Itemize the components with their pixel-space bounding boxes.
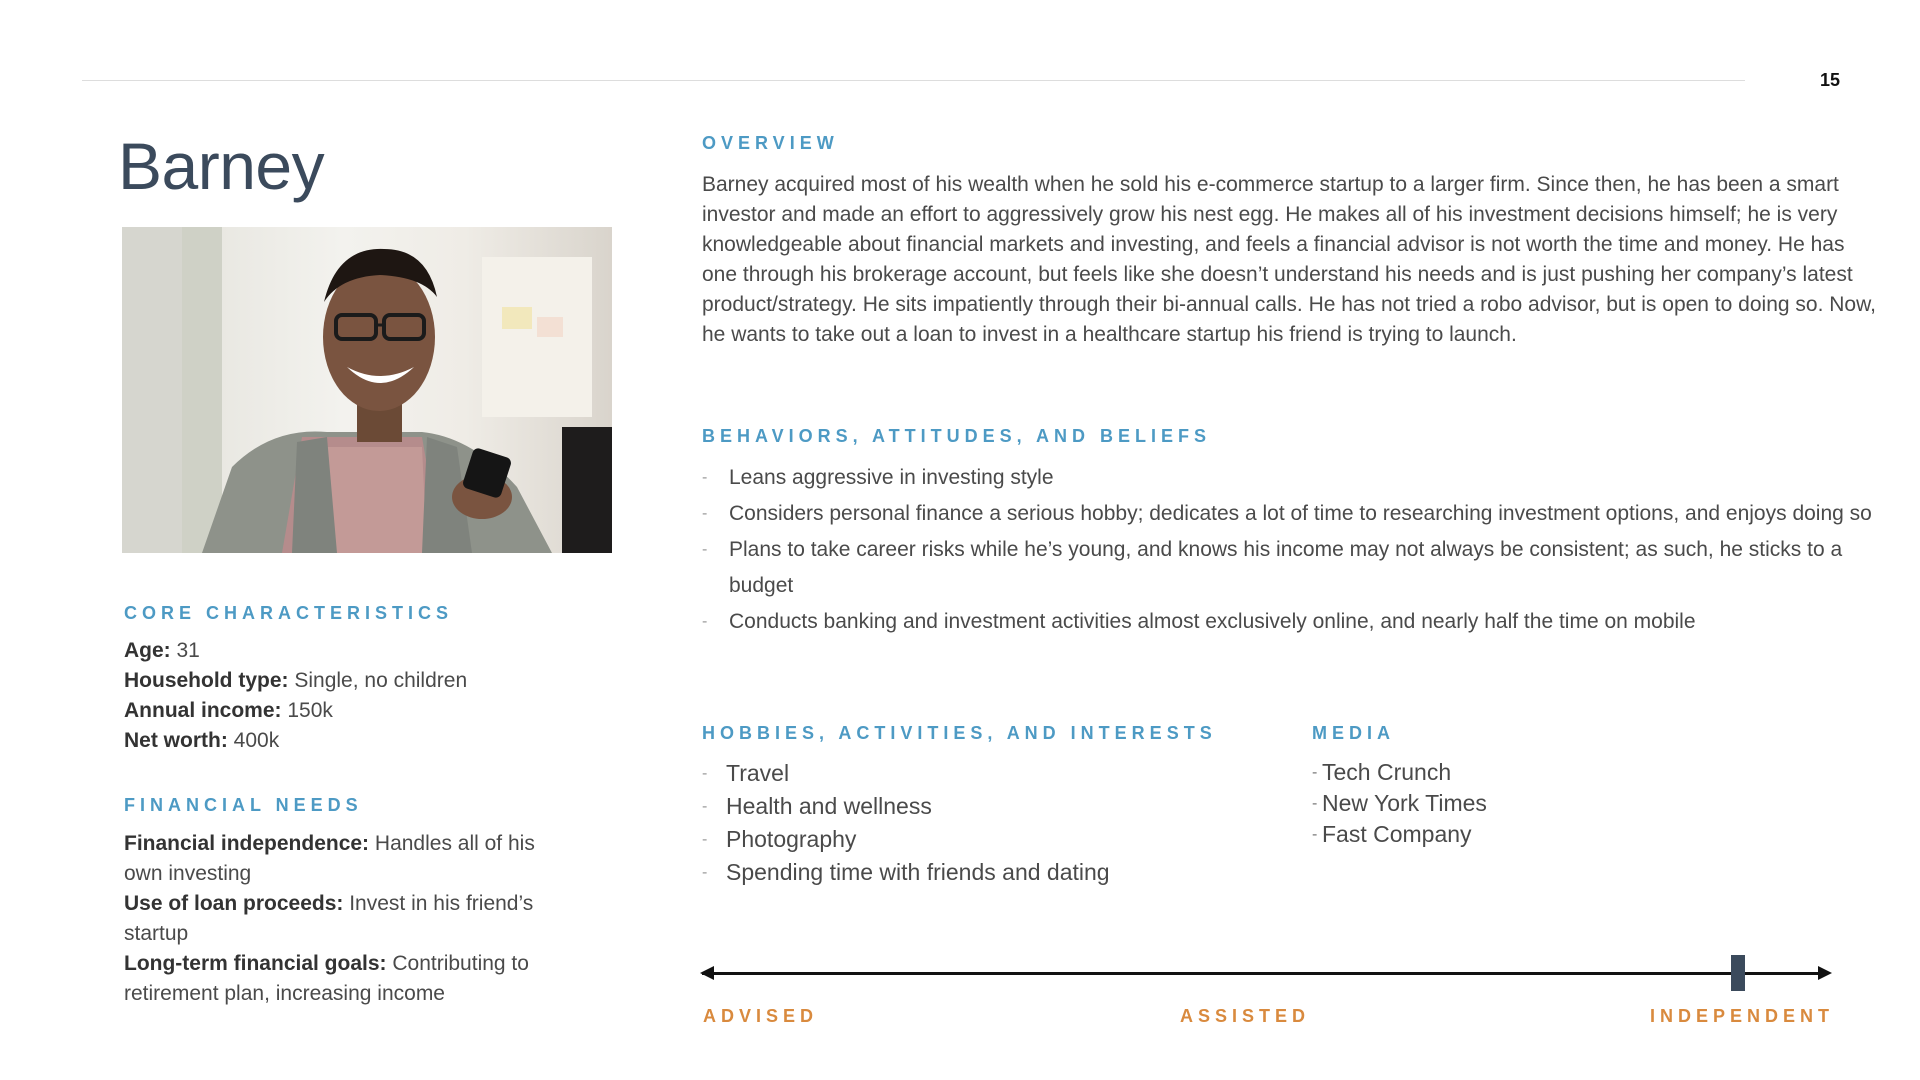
characteristic-household: Household type: Single, no children [124, 669, 468, 692]
list-item: - Conducts banking and investment activities almost exclusively online, and nearly half the time on mobile [702, 604, 1882, 640]
dash-bullet: - [702, 765, 708, 782]
media-list [1312, 757, 1712, 850]
financial-need-long-term: Long-term financial goals: Contributing to retirement plan, increasing income [124, 952, 529, 1005]
characteristic-income: Annual income: 150k [124, 699, 333, 722]
characteristic-net-worth: Net worth: 400k [124, 729, 280, 752]
list-item: - Photography [702, 823, 1262, 856]
behaviors-list [702, 460, 1882, 640]
financial-need-loan-use: Use of loan proceeds: Invest in his friend’s startup [124, 892, 534, 945]
persona-name: Barney [118, 129, 325, 203]
list-item: - Tech Crunch [1312, 757, 1712, 788]
top-divider [82, 80, 1745, 81]
overview-heading: OVERVIEW [702, 133, 839, 153]
list-item: - Plans to take career risks while he’s young, and knows his income may not always be consistent; as such, he sticks to a budget [702, 532, 1882, 604]
dash-bullet: - [702, 798, 708, 815]
dash-bullet: - [702, 864, 708, 881]
list-item: - Leans aggressive in investing style [702, 460, 1882, 496]
scale-label-advised: ADVISED [703, 1006, 819, 1026]
dash-bullet: - [702, 831, 708, 848]
list-item: - Health and wellness [702, 790, 1262, 823]
core-characteristics-heading: CORE CHARACTERISTICS [124, 603, 454, 623]
scale-label-independent: INDEPENDENT [1650, 1006, 1835, 1026]
overview-text: Barney acquired most of his wealth when he sold his e-commerce startup to a larger firm. Since then, he has been a smart investor and made an effort to aggressively grow his nest egg. He makes all of his investment decisions himself; he is very knowledgeable about financial markets and investing, and feels a financial advisor is not worth the time and money. He has one through his brokerage account, but feels like she doesn’t understand his needs and is just pushing her company’s latest product/strategy. He sits impatiently through their bi-annual calls. He has not tried a robo advisor, but is open to doing so. Now, he wants to take out a loan to invest in a healthcare startup his friend is trying to launch. [702, 173, 1876, 346]
dash-bullet: - [1312, 764, 1318, 781]
dash-bullet: - [702, 541, 708, 558]
financial-needs-list [124, 829, 579, 1009]
list-item: - Spending time with friends and dating [702, 856, 1262, 889]
arrow-right-icon [1818, 966, 1832, 980]
list-item: - Fast Company [1312, 819, 1712, 850]
arrow-left-icon [700, 966, 714, 980]
scale-label-assisted: ASSISTED [1180, 1006, 1311, 1026]
financial-needs-heading: FINANCIAL NEEDS [124, 795, 363, 815]
hobbies-list [702, 757, 1262, 889]
scale-marker [1731, 955, 1745, 991]
list-item: - New York Times [1312, 788, 1712, 819]
core-characteristics-list [124, 636, 604, 756]
financial-need-independence: Financial independence: Handles all of his own investing [124, 832, 535, 885]
hobbies-heading: HOBBIES, ACTIVITIES, AND INTERESTS [702, 723, 1217, 743]
advice-scale-line [702, 972, 1828, 975]
behaviors-heading: BEHAVIORS, ATTITUDES, AND BELIEFS [702, 426, 1212, 446]
dash-bullet: - [702, 613, 708, 630]
dash-bullet: - [1312, 795, 1318, 812]
list-item: - Considers personal finance a serious hobby; dedicates a lot of time to researching investment options, and enjoys doing so [702, 496, 1882, 532]
page-number: 15 [1820, 70, 1841, 90]
media-heading: MEDIA [1312, 723, 1395, 743]
dash-bullet: - [702, 505, 708, 522]
characteristic-age: Age: 31 [124, 639, 200, 662]
dash-bullet: - [1312, 826, 1318, 843]
list-item: - Travel [702, 757, 1262, 790]
persona-photo [122, 227, 612, 553]
dash-bullet: - [702, 469, 708, 486]
